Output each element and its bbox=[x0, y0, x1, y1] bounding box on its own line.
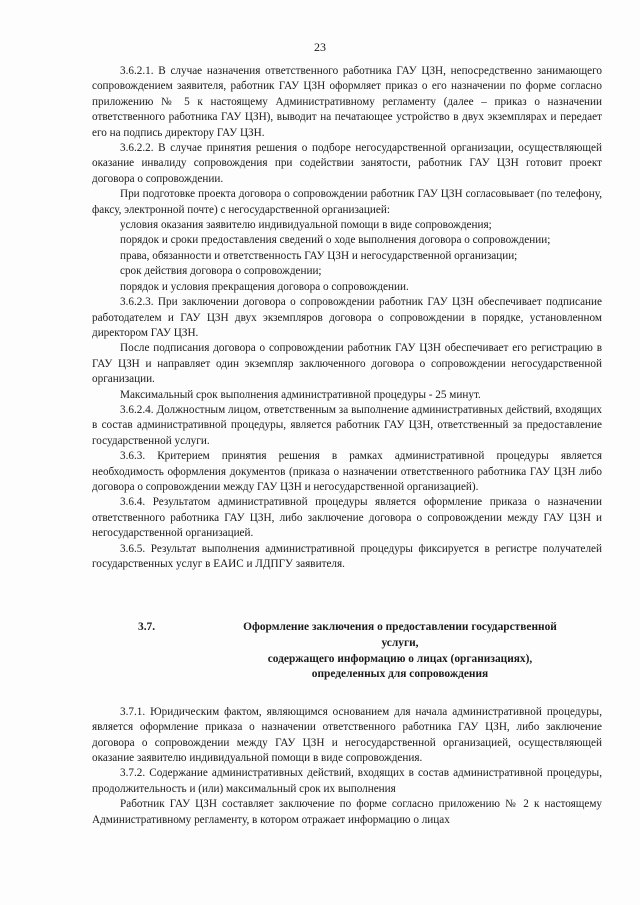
document-body bbox=[92, 64, 602, 828]
section-title-line-1: Оформление заключения о предоставлении государственной услуги, bbox=[243, 621, 557, 649]
paragraph-3-6-4: 3.6.4. Результатом административной процедуры является оформление приказа о назначении ответственного работника ГАУ ЦЗН, либо заключение договора о сопровождении между ГАУ ЦЗН и негосударственной организацией. bbox=[92, 496, 602, 540]
paragraph-contract-registration: После подписания договора о сопровождении работник ГАУ ЦЗН обеспечивает его регистрацию в ГАУ ЦЗН и направляет один экземпляр заключенного договора о сопровождении негосударственной организации. bbox=[92, 342, 602, 386]
section-heading-3-7 bbox=[92, 620, 602, 682]
paragraph-contract-preparation: При подготовке проекта договора о сопровождении работник ГАУ ЦЗН согласовывает (по телефону, факсу, электронной почте) с негосударственной организацией: bbox=[92, 188, 602, 216]
paragraph-3-6-5: 3.6.5. Результат выполнения административной процедуры фиксируется в регистре получателей государственных услуг в ЕАИС и ЛДПГУ заявителя. bbox=[92, 542, 602, 570]
paragraph-3-6-2-1: 3.6.2.1. В случае назначения ответственного работника ГАУ ЦЗН, непосредственно занимающего сопровождением заявителя, работник ГАУ ЦЗН оформляет приказ о его назначении по форме согласно приложению № 5 к настоящему Административному регламенту (далее – приказ о назначении ответственного работника ГАУ ЦЗН), выводит на печатающее устройство в двух экземплярах и передает его на подпись директору ГАУ ЦЗН. bbox=[92, 65, 602, 139]
section-title-line-2: содержащего информацию о лицах (организациях), bbox=[267, 652, 533, 665]
paragraph-3-7-2: 3.7.2. Содержание административных действий, входящих в состав административной процедуры, продолжительность и (или) максимальный срок их выполнения bbox=[92, 767, 602, 795]
paragraph-max-duration: Максимальный срок выполнения административной процедуры - 25 минут. bbox=[120, 388, 481, 401]
section-number: 3.7. bbox=[138, 621, 156, 634]
section-title-line-3: определенных для сопровождения bbox=[311, 668, 489, 681]
list-item-contract-term: срок действия договора о сопровождении; bbox=[120, 265, 322, 278]
paragraph-3-6-3: 3.6.3. Критерием принятия решения в рамках административной процедуры является необходимость оформления документов (приказа о назначении ответственного работника ГАУ ЦЗН либо договора о сопровождении между ГАУ ЦЗН и негосударственной организацией). bbox=[92, 450, 602, 493]
paragraph-3-6-2-3: 3.6.2.3. При заключении договора о сопровождении работник ГАУ ЦЗН обеспечивает подписание работодателем и ГАУ ЦЗН двух экземпляров договора о сопровождении в порядке, установленном директором ГАУ ЦЗН. bbox=[92, 296, 602, 339]
paragraph-3-6-2-2: 3.6.2.2. В случае принятия решения о подборе негосударственной организации, осуществляющей оказание инвалиду сопровождения при содействии занятости, работник ГАУ ЦЗН готовит проект договора о сопровождении. bbox=[92, 142, 602, 185]
list-item-termination: порядок и условия прекращения договора о сопровождении. bbox=[120, 280, 409, 293]
section-title bbox=[228, 620, 602, 682]
list-item-conditions: условия оказания заявителю индивидуальной помощи в виде сопровождения; bbox=[120, 219, 492, 232]
paragraph-3-7-1: 3.7.1. Юридическим фактом, являющимся основанием для начала административной процедуры, является оформление приказа о назначении ответственного работника ГАУ ЦЗН, либо заключение договора о сопровождении между ГАУ ЦЗН и негосударственной организацией, осуществляющей оказание заявителю индивидуальной помощи в виде сопровождения. bbox=[92, 705, 602, 764]
page-number: 23 bbox=[314, 40, 326, 54]
list-item-reporting-terms: порядок и сроки предоставления сведений о ходе выполнения договора о сопровождении; bbox=[120, 234, 551, 247]
list-item-rights-duties: права, обязанности и ответственность ГАУ ЦЗН и негосударственной организации; bbox=[120, 249, 518, 262]
paragraph-conclusion: Работник ГАУ ЦЗН составляет заключение по форме согласно приложению № 2 к настоящему Административному регламенту, в котором отражает информацию о лицах bbox=[92, 798, 602, 826]
paragraph-3-6-2-4: 3.6.2.4. Должностным лицом, ответственным за выполнение административных действий, входящих в состав административной процедуры, является работник ГАУ ЦЗН, ответственный за предоставление государственной услуги. bbox=[92, 403, 602, 447]
